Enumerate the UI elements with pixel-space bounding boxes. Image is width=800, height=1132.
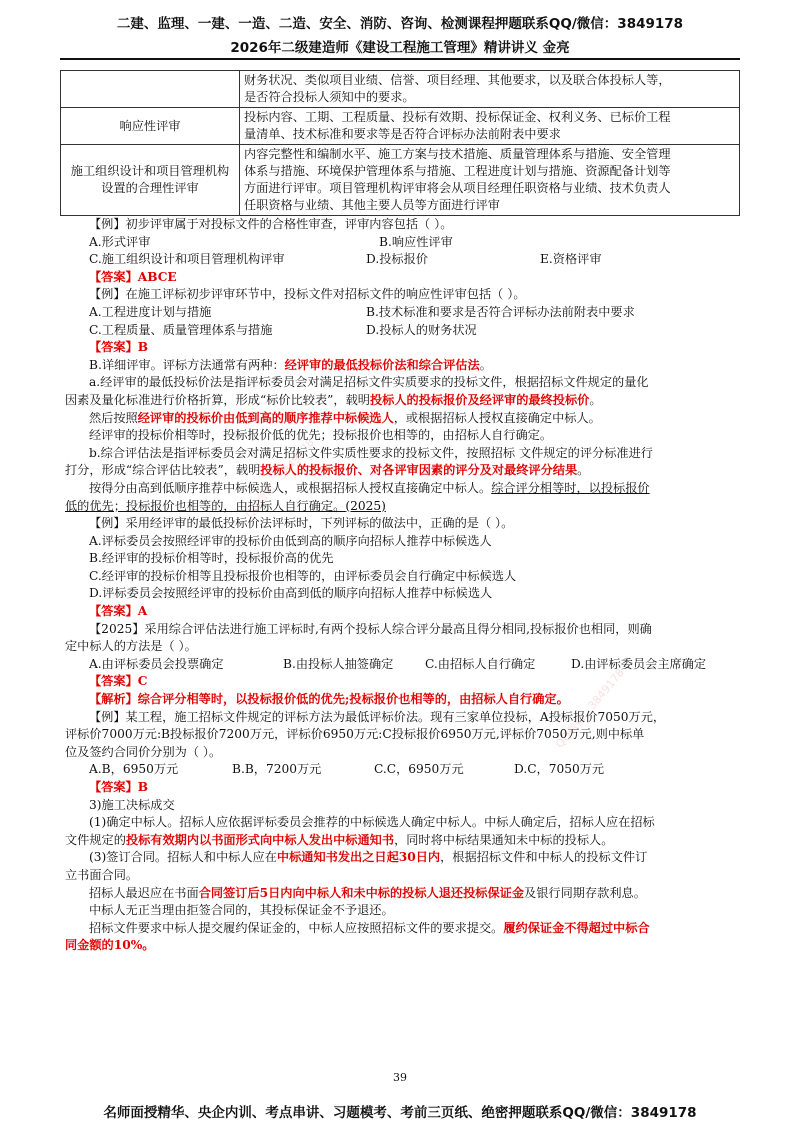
- table-cell-line: 任职资格与业绩、其他主要人员等方面进行评审: [244, 198, 500, 212]
- option-a: A.评标委员会按照经评审的投标价由低到高的顺序向招标人推荐中标候选人: [89, 533, 492, 548]
- highlight-text: 中标通知书发出之日起30日内: [276, 850, 441, 865]
- table-cell-category: 响应性评审: [61, 108, 240, 145]
- option-a: A.形式评审: [89, 234, 151, 249]
- text: 打分，形成“综合评估比较表”，载明: [65, 463, 261, 478]
- text: (3)签订合同。招标人和中标人应在: [89, 850, 277, 865]
- paragraph: [65, 462, 740, 480]
- table-cell-line: 量清单、技术标准和要求等是否符合评标办法前附表中要求: [244, 127, 561, 141]
- paragraph: [65, 920, 740, 938]
- option-b: B.技术标准和要求是否符合评标办法前附表中要求: [366, 304, 635, 319]
- text: 因素及量化标准进行价格折算，形成“标价比较表”，载明: [65, 392, 370, 407]
- paragraph: [65, 357, 740, 375]
- table-cell-content: [240, 108, 740, 145]
- table-cell-line: 体系与措施、环境保护管理体系与措施、工程进度计划与措施、资源配备计划等: [244, 164, 671, 178]
- paragraph: [65, 392, 740, 410]
- table-row: [61, 145, 740, 216]
- footer-contact-line: 名师面授精华、央企内训、考点串讲、习题模考、考前三页纸、绝密押题联系QQ/微信：3849178: [103, 1105, 697, 1121]
- page-number: 39: [393, 1071, 407, 1084]
- highlight-text: 经评审的投标价由低到高的顺序推荐中标候选人: [137, 410, 394, 425]
- option-b: B.响应性评审: [379, 234, 453, 249]
- option-row: [65, 322, 740, 340]
- question-stem: 【例】初步评审属于对投标文件的合格性审查，评审内容包括（ ）。: [89, 217, 453, 231]
- option-d: D.投标人的财务状况: [366, 322, 477, 337]
- option-a: A.工程进度计划与措施: [89, 304, 212, 319]
- review-table: [60, 70, 740, 216]
- option-c: C.C，6950万元: [374, 762, 464, 777]
- paragraph: 同金额的10%。: [65, 938, 155, 953]
- option-c: C.由招标人自行确定: [425, 656, 536, 671]
- highlight-text: 投标有效期内以书面形式向中标人发出中标通知书: [125, 832, 395, 847]
- question-stem-cont: 位及签约合同价分别为（ ）。: [65, 744, 222, 759]
- watermark: QQ微信：3849178: [553, 666, 627, 751]
- question-stem-cont: 评标价7000万元:B投标报价7200万元，评标价6950万元:C投标报价6950万元,评标价7050万元,则中标单: [65, 727, 645, 742]
- option-c: C.工程质量、质量管理体系与措施: [89, 322, 273, 337]
- section-title: 3)施工决标成交: [89, 797, 175, 812]
- option-b: B.由投标人抽签确定: [283, 656, 394, 671]
- paragraph: b.综合评估法是指评标委员会对满足招标文件实质性要求的投标文件，按照招标 文件规定的评分标准进行: [89, 445, 653, 460]
- text: 招标人最迟应在书面: [89, 885, 199, 900]
- header-divider: [60, 58, 740, 60]
- text: B.详细评审。评标方法通常有两种：: [89, 357, 285, 372]
- option-row: [65, 656, 740, 674]
- text: 及银行同期存款利息。: [524, 885, 646, 900]
- question-stem: 【例】采用经评审的最低投标价法评标时，下列评标的做法中，正确的是（ ）。: [89, 516, 514, 531]
- table-cell-category: 施工组织设计和项目管理机构设置的合理性评审: [61, 145, 240, 216]
- highlight-text: 投标人的投标报价、对各评审因素的评分及对最终评分结果: [260, 463, 578, 478]
- highlight-text: 合同签订后5日内向中标人和未中标的投标人退还投标保证金: [198, 885, 525, 900]
- option-d: D.投标报价: [366, 252, 428, 267]
- question-stem: 【例】在施工评标初步评审环节中，投标文件对招标文件的响应性评审包括（ ）。: [89, 287, 526, 302]
- option-b: B.B，7200万元: [232, 762, 322, 777]
- watermark: QQ微信：3849178: [243, 436, 317, 521]
- paragraph: a.经评审的最低投标价法是指评标委员会对满足招标文件实质要求的投标文件，根据招标文件规定的量化: [89, 375, 649, 390]
- option-d: D.评标委员会按照经评审的投标价由高到低的顺序向招标人推荐中标候选人: [89, 586, 493, 601]
- table-cell-line: 财务状况、类似项目业绩、信誉、项目经理、其他要求，以及联合体投标人等，: [244, 73, 671, 87]
- table-cell-line: 方面进行评审。项目管理机构评审将会从项目经理任职资格与业绩、技术负责人: [244, 181, 671, 195]
- highlight-text: 履约保证金不得超过中标合: [503, 920, 650, 935]
- header-course-title: 2026年二级建造师《建设工程施工管理》精讲讲义 金亮: [230, 40, 570, 56]
- paragraph: [65, 885, 740, 903]
- text: 。: [589, 392, 602, 407]
- table-cell-content: [240, 145, 740, 216]
- table-cell-line: 是否符合投标人须知中的要求。: [244, 90, 415, 104]
- text: 。: [577, 463, 590, 478]
- option-e: E.资格评审: [540, 252, 602, 267]
- text: ，同时将中标结果通知未中标的投标人。: [394, 832, 614, 847]
- option-d: D.C，7050万元: [514, 762, 605, 777]
- option-row: [65, 304, 740, 322]
- paragraph: [65, 480, 740, 498]
- underlined-text: 综合评分相等时，以投标报价: [491, 480, 650, 495]
- text: 招标文件要求中标人提交履约保证金的，中标人应按照招标文件的要求提交。: [89, 920, 504, 935]
- table-cell-line: 投标内容、工期、工程质量、投标有效期、投标保证金、权利义务、已标价工程: [244, 110, 671, 124]
- option-row: [65, 251, 740, 269]
- table-row: [61, 108, 740, 145]
- paragraph: [65, 410, 740, 428]
- table-cell-content: [240, 71, 740, 108]
- underlined-text: 低的优先；投标报价也相等的，由招标人自行确定。: [65, 498, 346, 513]
- text: 。: [479, 357, 492, 372]
- paragraph: (1)确定中标人。招标人应依据评标委员会推荐的中标候选人确定中标人。中标人确定后，招标人应在招标: [89, 815, 655, 830]
- header-contact-line: 二建、监理、一建、一造、二造、安全、消防、咨询、检测课程押题联系QQ/微信：3849178: [116, 16, 684, 32]
- option-row: [65, 234, 740, 252]
- year-tag: (2025): [345, 498, 386, 513]
- highlight-text: 经评审的最低投标价法和综合评估法: [284, 357, 480, 372]
- question-stem-cont: 定中标人的方法是（ ）。: [65, 639, 197, 654]
- answer: 【答案】A: [89, 604, 148, 619]
- question-stem: 【2025】采用综合评估法进行施工评标时,有两个投标人综合评分最高且得分相同,投标报价也相同，则确: [89, 621, 652, 636]
- text: ，或根据招标人授权直接确定中标人。: [393, 410, 601, 425]
- highlight-text: 投标人的投标报价及经评审的最终投标价: [369, 392, 590, 407]
- paragraph: 立书面合同。: [65, 867, 139, 882]
- answer: 【答案】C: [89, 674, 148, 689]
- answer: 【答案】ABCE: [89, 269, 177, 284]
- page-content: [65, 216, 740, 955]
- paragraph: [65, 849, 740, 867]
- table-row: [61, 71, 740, 108]
- analysis: 【解析】综合评分相等时，以投标报价低的优先;投标报价也相等的，由招标人自行确定。: [89, 692, 569, 707]
- option-a: A.由评标委员会投票确定: [89, 656, 224, 671]
- text: 按得分由高到低顺序推荐中标候选人，或根据招标人授权直接确定中标人。: [89, 480, 492, 495]
- option-c: C.经评审的投标价相等且投标报价也相等的，由评标委员会自行确定中标候选人: [89, 568, 517, 583]
- paragraph: [65, 498, 740, 516]
- question-stem: 【例】某工程，施工招标文件规定的评标方法为最低评标价法。现有三家单位投标，A投标报价7050万元，: [89, 709, 666, 724]
- option-c: C.施工组织设计和项目管理机构评审: [89, 252, 285, 267]
- text: 然后按照: [89, 410, 138, 425]
- table-cell-category: [61, 71, 240, 108]
- option-b: B.经评审的投标价相等时，投标报价高的优先: [89, 551, 334, 566]
- option-a: A.B，6950万元: [89, 762, 179, 777]
- answer: 【答案】B: [89, 780, 149, 794]
- option-row: [65, 761, 740, 779]
- text: ，根据招标文件和中标人的投标文件订: [440, 850, 648, 865]
- table-cell-line: 内容完整性和编制水平、施工方案与技术措施、质量管理体系与措施、安全管理: [244, 147, 671, 161]
- paragraph: 中标人无正当理由拒签合同的，其投标保证金不予退还。: [89, 903, 394, 918]
- answer: 【答案】B: [89, 340, 149, 355]
- text: 文件规定的: [65, 832, 126, 847]
- option-d: D.由评标委员会主席确定: [571, 656, 707, 671]
- paragraph: [65, 832, 740, 850]
- paragraph: 经评审的投标价相等时，投标报价低的优先；投标报价也相等的，由招标人自行确定。: [89, 428, 553, 443]
